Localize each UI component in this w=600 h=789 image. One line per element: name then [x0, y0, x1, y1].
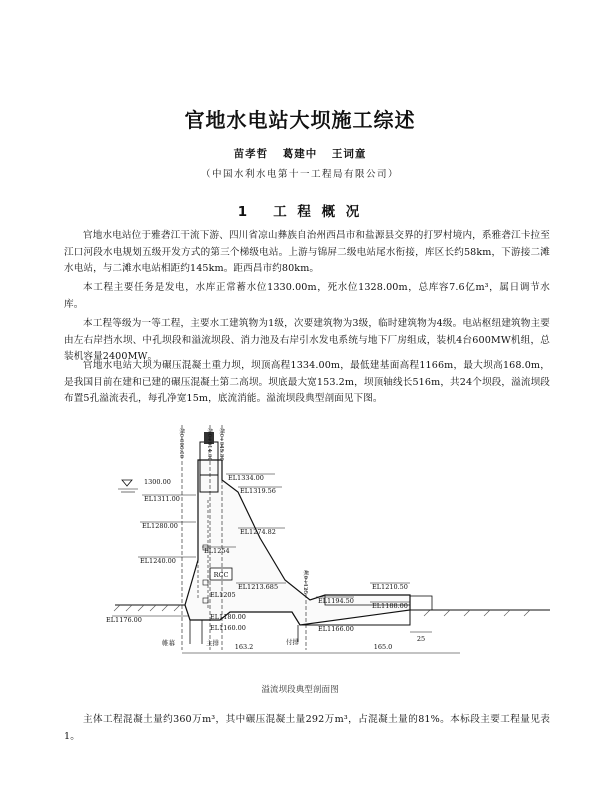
elevation-label: EL1334.00 [228, 474, 264, 482]
elevation-label: EL1274.82 [240, 528, 276, 536]
elevation-label: EL1160.00 [210, 624, 246, 632]
dam-cross-section-figure [106, 420, 550, 660]
dimension-label: 165.0 [373, 643, 393, 651]
axis-label: 坝0+125 [302, 570, 308, 595]
section-heading [0, 200, 600, 220]
elevation-label: EL1166.00 [318, 625, 354, 633]
author-name: 葛建中 [282, 148, 318, 160]
elevation-label: EL1213.685 [238, 583, 279, 591]
figure-caption: 溢流坝段典型剖面图 [261, 685, 339, 695]
elevation-label: EL1280.00 [142, 522, 178, 530]
author-list [0, 146, 600, 161]
body-paragraph: 主体工程混凝土量约360万m³，其中碾压混凝土量292万m³，占混凝土量的81%。本标段主要工程量见表1。 [64, 714, 550, 742]
elevation-label: EL1240.00 [140, 557, 176, 565]
axis-label: 坝0-006.00 [178, 428, 184, 459]
affiliation: （中国水利水电第十一工程局有限公司） [200, 169, 399, 180]
elevation-label: EL1210.50 [372, 583, 408, 591]
elevation-label: EL1176.00 [106, 616, 142, 624]
drain-label: 付排 [286, 638, 299, 646]
body-paragraph: 本工程主要任务是发电，水库正常蓄水位1330.00m，死水位1328.00m，总库容7.6亿m³，属日调节水库。 [64, 282, 550, 310]
water-level-icon [122, 480, 132, 486]
elevation-label: EL1180.00 [210, 613, 246, 621]
water-level-value: 1300.00 [144, 478, 171, 486]
elevation-label: EL1254 [204, 547, 230, 555]
rcc-label: RCC [213, 571, 229, 579]
author-name: 苗孝哲 [233, 148, 269, 160]
curtain-label: 帷幕 [162, 639, 175, 647]
elevation-label: EL1194.50 [318, 597, 354, 605]
dam-body-outline [185, 460, 410, 625]
body-paragraph: 本工程等级为一等工程，主要水工建筑物为1级，次要建筑物为3级，临时建筑物为4级。电站枢纽建筑物主要由左右岸挡水坝、中孔坝段和溢流坝段、消力池及右岸引水发电系统与地下厂房组成，装机4台600MW机组，总装机容量2400MW。 [64, 318, 550, 362]
dimension-label: 163.2 [234, 643, 254, 651]
dimension-label: 25 [416, 635, 426, 643]
elevation-label: EL1311.00 [144, 495, 180, 503]
axis-label: 坝0+045.80 [218, 428, 224, 461]
section-number: 1 [237, 204, 251, 220]
body-paragraph: 官地水电站位于雅砻江干流下游、四川省凉山彝族自治州西昌市和盐源县交界的打罗村境内，系雅砻江卡拉至江口河段水电规划五级开发方式的第三个梯级电站。上游与锦屏二级电站尾水衔接，库区长约58km，下游接二滩水电站，与二滩水电站相距约145km。距西昌市约80km。 [64, 230, 550, 274]
axis-label: 坝0+014.00 [206, 428, 212, 461]
elevation-label: EL1205 [210, 591, 236, 599]
author-name: 王词童 [331, 148, 367, 160]
end-sill [410, 596, 432, 610]
drain-label: 主排 [206, 639, 219, 647]
paper-title: 官地水电站大坝施工综述 [184, 108, 416, 132]
elevation-label: EL1188.00 [372, 602, 408, 610]
section-title: 工 程 概 况 [273, 204, 363, 220]
body-paragraph: 官地水电站大坝为碾压混凝土重力坝，坝顶高程1334.00m，最低建基面高程1166m，最大坝高168.0m，是我国目前在建和已建的碾压混凝土第二高坝。坝底最大宽153.2m，坝顶轴线长516m，共24个坝段，溢流坝段布置5孔溢流表孔，每孔净宽15m，底流消能。溢流坝段典型剖面见下图。 [64, 360, 550, 404]
elevation-label: EL1319.56 [240, 487, 276, 495]
